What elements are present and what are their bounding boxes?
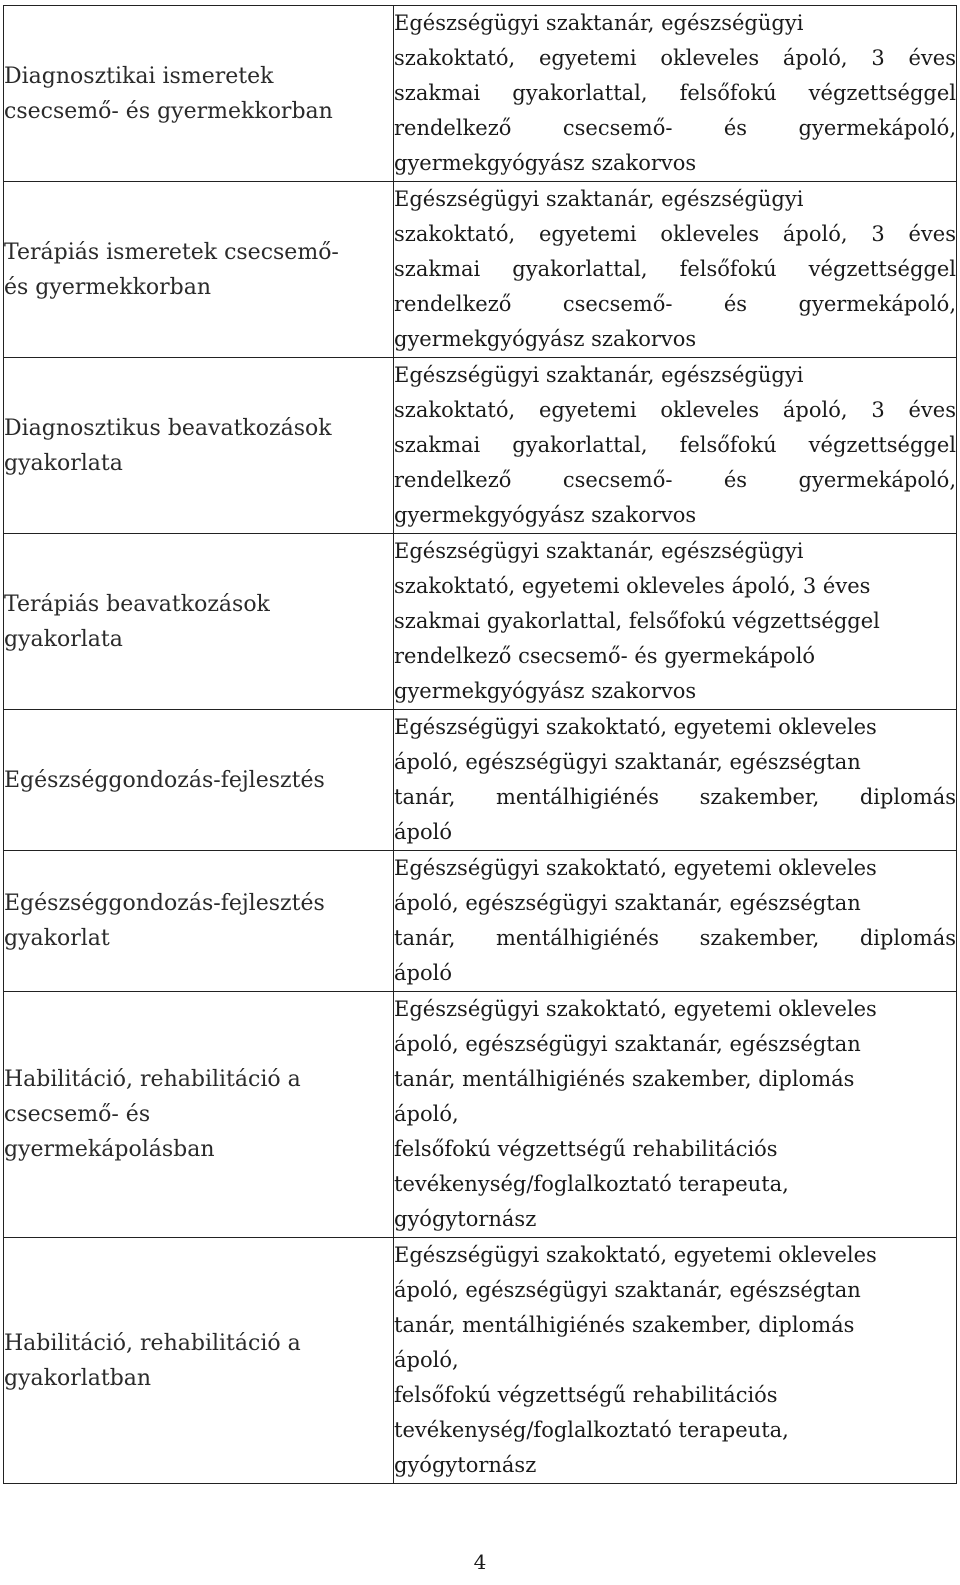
qualification-line: rendelkező csecsemő- és gyermekápoló, xyxy=(394,468,956,492)
qualification-line: tevékenység/foglalkoztató terapeuta, xyxy=(394,1172,789,1196)
qualification-line: Egészségügyi szakoktató, egyetemi okleveles xyxy=(394,715,877,739)
qualification-line: Egészségügyi szaktanár, egészségügyi xyxy=(394,11,804,35)
qualification-line: ápoló, egészségügyi szaktanár, egészségtan xyxy=(394,1032,861,1056)
qualification-cell xyxy=(394,710,957,851)
table-row xyxy=(4,1238,957,1484)
qualification-line: gyógytornász xyxy=(394,1453,537,1477)
qualification-cell xyxy=(394,534,957,710)
qualification-cell xyxy=(394,6,957,182)
subject-cell xyxy=(4,358,394,534)
subject-cell xyxy=(4,182,394,358)
subject-text: Terápiás ismeretek csecsemő- és gyermekkorban xyxy=(4,239,339,300)
subject-cell xyxy=(4,710,394,851)
qualification-line: szakoktató, egyetemi okleveles ápoló, 3 éves xyxy=(394,46,956,70)
subject-text: Diagnosztikus beavatkozások gyakorlata xyxy=(4,415,332,476)
subject-cell xyxy=(4,6,394,182)
qualification-line: rendelkező csecsemő- és gyermekápoló, xyxy=(394,116,956,140)
qualification-line: Egészségügyi szaktanár, egészségügyi xyxy=(394,539,804,563)
qualification-line: gyermekgyógyász szakorvos xyxy=(394,679,697,703)
subject-cell xyxy=(4,534,394,710)
qualification-line: Egészségügyi szakoktató, egyetemi okleveles xyxy=(394,856,877,880)
qualification-line: tevékenység/foglalkoztató terapeuta, xyxy=(394,1418,789,1442)
qualification-cell xyxy=(394,851,957,992)
table-row xyxy=(4,710,957,851)
qualification-line: felsőfokú végzettségű rehabilitációs xyxy=(394,1137,778,1161)
qualification-line: ápoló xyxy=(394,820,452,844)
table-row xyxy=(4,851,957,992)
qualification-line: szakoktató, egyetemi okleveles ápoló, 3 éves xyxy=(394,574,871,598)
qualification-line: ápoló, xyxy=(394,1348,459,1372)
subject-cell xyxy=(4,992,394,1238)
qualification-line: Egészségügyi szaktanár, egészségügyi xyxy=(394,363,804,387)
qualification-line: tanár, mentálhigiénés szakember, diplomás xyxy=(394,1067,855,1091)
qualification-line: gyermekgyógyász szakorvos xyxy=(394,151,697,175)
table-row xyxy=(4,992,957,1238)
qualification-line: Egészségügyi szakoktató, egyetemi okleveles xyxy=(394,1243,877,1267)
subject-text: Diagnosztikai ismeretek csecsemő- és gyermekkorban xyxy=(4,63,333,124)
qualification-line: gyermekgyógyász szakorvos xyxy=(394,327,697,351)
table-body xyxy=(4,6,957,1484)
qualification-line: szakmai gyakorlattal, felsőfokú végzettséggel xyxy=(394,81,956,105)
qualification-line: ápoló, egészségügyi szaktanár, egészségtan xyxy=(394,891,861,915)
table-row xyxy=(4,534,957,710)
subject-text: Egészséggondozás-fejlesztés xyxy=(4,767,325,793)
qualification-line: tanár, mentálhigiénés szakember, diplomás xyxy=(394,785,956,809)
qualification-line: szakmai gyakorlattal, felsőfokú végzettséggel xyxy=(394,433,956,457)
qualification-cell xyxy=(394,1238,957,1484)
page-number: 4 xyxy=(473,1550,487,1574)
qualification-line: rendelkező csecsemő- és gyermekápoló, xyxy=(394,292,956,316)
qualification-line: felsőfokú végzettségű rehabilitációs xyxy=(394,1383,778,1407)
qualification-line: szakmai gyakorlattal, felsőfokú végzettséggel xyxy=(394,609,880,633)
qualification-line: ápoló, egészségügyi szaktanár, egészségtan xyxy=(394,750,861,774)
subject-cell xyxy=(4,1238,394,1484)
table-row xyxy=(4,182,957,358)
qualification-line: ápoló, xyxy=(394,1102,459,1126)
qualification-table xyxy=(3,5,957,1484)
qualification-line: ápoló, egészségügyi szaktanár, egészségtan xyxy=(394,1278,861,1302)
qualification-line: szakmai gyakorlattal, felsőfokú végzettséggel xyxy=(394,257,956,281)
qualification-cell xyxy=(394,992,957,1238)
qualification-cell xyxy=(394,358,957,534)
qualification-line: szakoktató, egyetemi okleveles ápoló, 3 éves xyxy=(394,398,956,422)
qualification-line: rendelkező csecsemő- és gyermekápoló xyxy=(394,644,816,668)
qualification-line: tanár, mentálhigiénés szakember, diplomás xyxy=(394,1313,855,1337)
subject-text: Egészséggondozás-fejlesztés gyakorlat xyxy=(4,891,325,951)
table-row xyxy=(4,6,957,182)
qualification-cell xyxy=(394,182,957,358)
qualification-line: gyermekgyógyász szakorvos xyxy=(394,503,697,527)
subject-text: Habilitáció, rehabilitáció a csecsemő- és gyermekápolásban xyxy=(4,1067,301,1162)
subject-cell xyxy=(4,851,394,992)
qualification-line: szakoktató, egyetemi okleveles ápoló, 3 éves xyxy=(394,222,956,246)
qualification-line: tanár, mentálhigiénés szakember, diplomás xyxy=(394,926,956,950)
qualification-line: Egészségügyi szakoktató, egyetemi okleveles xyxy=(394,997,877,1021)
qualification-line: ápoló xyxy=(394,961,452,985)
qualification-line: gyógytornász xyxy=(394,1207,537,1231)
subject-text: Terápiás beavatkozások gyakorlata xyxy=(4,591,270,652)
qualification-line: Egészségügyi szaktanár, egészségügyi xyxy=(394,187,804,211)
subject-text: Habilitáció, rehabilitáció a gyakorlatban xyxy=(4,1330,301,1391)
table-row xyxy=(4,358,957,534)
